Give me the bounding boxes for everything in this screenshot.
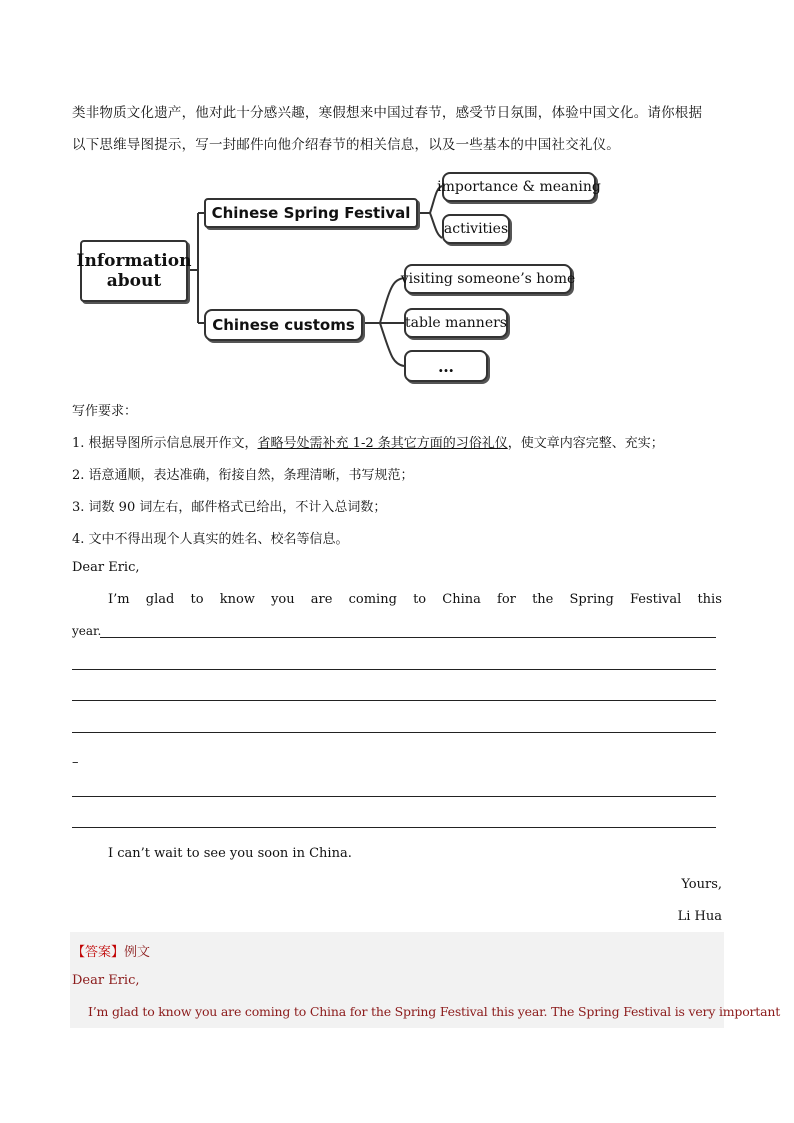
mind-map-node-visiting xyxy=(400,264,576,294)
letter-dash: – xyxy=(72,755,79,770)
letter-opening-cont: year. xyxy=(72,624,102,638)
opening-word: this xyxy=(697,592,722,607)
requirement-1 xyxy=(72,432,664,451)
requirements-heading: 写作要求： xyxy=(72,404,138,419)
mind-map-branch-customs xyxy=(204,309,363,341)
writing-line xyxy=(72,700,716,701)
mind-map-root-label: Information about xyxy=(76,251,192,291)
branch-spring-festival-label: Chinese Spring Festival xyxy=(211,204,411,222)
opening-word: China xyxy=(442,592,481,607)
letter-opening-line xyxy=(108,592,722,607)
opening-word: are xyxy=(310,592,333,607)
opening-word: coming xyxy=(348,592,397,607)
opening-word: Festival xyxy=(629,592,682,607)
letter-greeting: Dear Eric, xyxy=(72,560,140,575)
writing-line xyxy=(72,827,716,828)
node-ellipsis-label: … xyxy=(438,356,454,376)
opening-word: the xyxy=(532,592,554,607)
mind-map-node-activities xyxy=(442,214,510,244)
mind-map xyxy=(76,168,620,388)
answer-label: 【答案】 xyxy=(72,945,125,960)
writing-line xyxy=(72,796,716,797)
requirement-1-prefix: 1. 根据导图所示信息展开作文， xyxy=(72,436,258,451)
node-activities-label: activities xyxy=(443,221,509,237)
opening-word: Spring xyxy=(569,592,614,607)
answer-heading xyxy=(72,941,150,960)
node-table-manners-label: table manners xyxy=(405,315,507,331)
requirement-3: 3. 词数 90 词左右，邮件格式已给出，不计入总词数； xyxy=(72,500,387,515)
answer-first-line: I’m glad to know you are coming to China for the Spring Festival this year. The Spring Festival is very important xyxy=(88,1004,781,1019)
answer-greeting: Dear Eric, xyxy=(72,973,140,988)
opening-word: you xyxy=(271,592,295,607)
writing-line xyxy=(72,669,716,670)
requirement-2: 2. 语意通顺，表达准确，衔接自然，条理清晰，书写规范； xyxy=(72,468,414,483)
writing-line xyxy=(100,637,716,638)
opening-word: know xyxy=(219,592,255,607)
mind-map-branch-spring-festival xyxy=(204,198,418,228)
opening-word: I’m xyxy=(108,592,130,607)
letter-signoff: Yours, xyxy=(681,877,722,892)
answer-label-suffix: 例文 xyxy=(124,945,151,960)
node-visiting-label: visiting someone’s home xyxy=(400,271,576,287)
requirement-1-underlined: 省略号处需补充 1-2 条其它方面的习俗礼仪 xyxy=(257,436,508,451)
opening-word: to xyxy=(413,592,427,607)
mind-map-node-table-manners xyxy=(404,308,508,338)
letter-name: Li Hua xyxy=(677,909,722,924)
requirement-1-suffix: ，使文章内容完整、充实； xyxy=(507,436,664,451)
intro-line-1: 类非物质文化遗产，他对此十分感兴趣，寒假想来中国过春节，感受节日氛围，体验中国文化。请你根据 xyxy=(72,105,703,121)
opening-word: glad xyxy=(145,592,175,607)
mind-map-root xyxy=(76,240,192,302)
intro-line-2: 以下思维导图提示，写一封邮件向他介绍春节的相关信息，以及一些基本的中国社交礼仪。 xyxy=(72,137,620,153)
node-importance-label: importance & meaning xyxy=(437,179,601,195)
opening-word: for xyxy=(497,592,516,607)
mind-map-node-ellipsis xyxy=(404,350,488,382)
mind-map-node-importance xyxy=(437,172,601,202)
writing-line xyxy=(72,732,716,733)
letter-closing: I can’t wait to see you soon in China. xyxy=(108,846,352,861)
branch-customs-label: Chinese customs xyxy=(212,316,355,334)
requirement-4: 4. 文中不得出现个人真实的姓名、校名等信息。 xyxy=(72,532,349,547)
opening-word: to xyxy=(190,592,204,607)
